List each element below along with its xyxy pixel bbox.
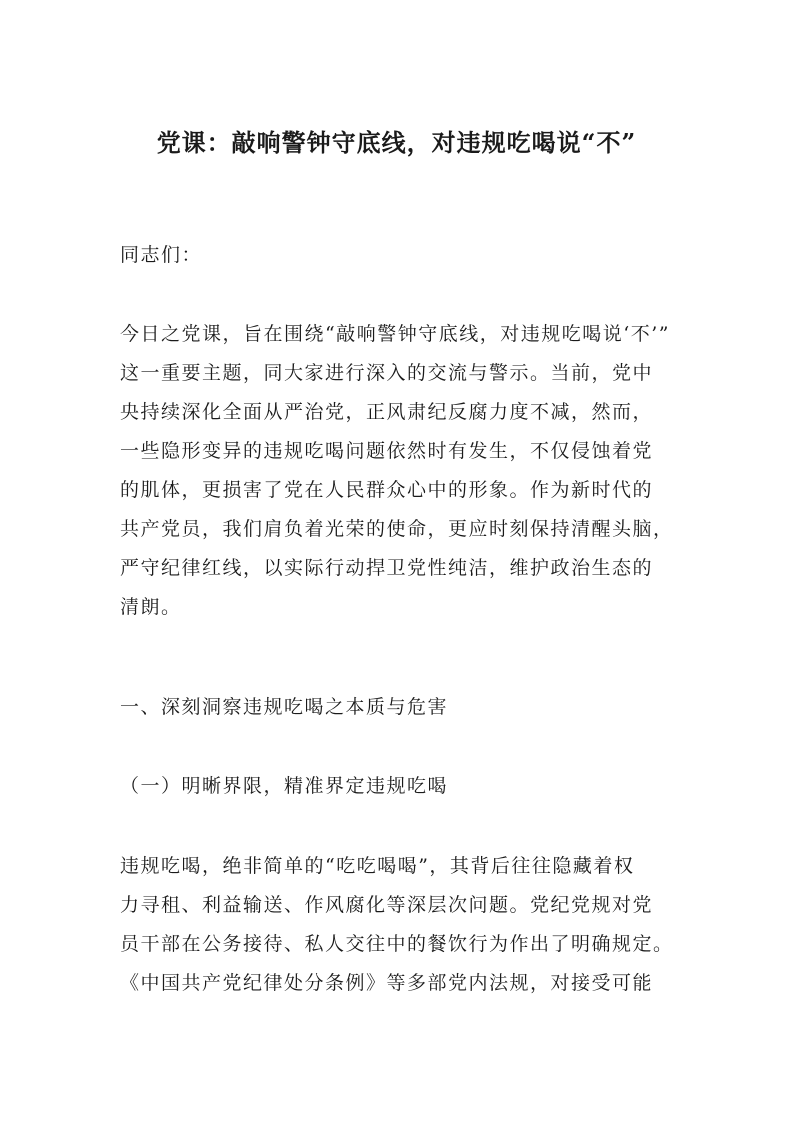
intro-line: 共产党员，我们肩负着光荣的使命，更应时刻保持清醒头脑， [120, 518, 674, 540]
document-title: 党课：敲响警钟守底线，对违规吃喝说“不” [156, 128, 637, 157]
intro-line: 清朗。 [120, 596, 182, 618]
section-heading: 一、深刻洞察违规吃喝之本质与危害 [120, 696, 449, 718]
body-line: 违规吃喝，绝非简单的“吃吃喝喝”，其背后往往隐藏着权 [120, 855, 635, 877]
salutation: 同志们： [120, 244, 203, 266]
body-line: 《中国共产党纪律处分条例》等多部党内法规，对接受可能 [120, 972, 654, 994]
body-line: 力寻租、利益输送、作风腐化等深层次问题。党纪党规对党 [120, 894, 654, 916]
intro-line: 一些隐形变异的违规吃喝问题依然时有发生，不仅侵蚀着党 [120, 440, 654, 462]
body-paragraph [120, 847, 676, 1003]
intro-line: 的肌体，更损害了党在人民群众心中的形象。作为新时代的 [120, 479, 654, 501]
subsection-heading: （一）明晰界限，精准界定违规吃喝 [120, 775, 449, 797]
intro-line: 严守纪律红线，以实际行动捍卫党性纯洁，维护政治生态的 [120, 557, 654, 579]
body-line: 员干部在公务接待、私人交往中的餐饮行为作出了明确规定。 [120, 933, 674, 955]
intro-line: 今日之党课，旨在围绕“敲响警钟守底线，对违规吃喝说‘不’” [120, 323, 671, 345]
intro-line: 央持续深化全面从严治党，正风肃纪反腐力度不减，然而， [120, 401, 654, 423]
intro-paragraph [120, 315, 676, 627]
intro-line: 这一重要主题，同大家进行深入的交流与警示。当前，党中 [120, 362, 654, 384]
